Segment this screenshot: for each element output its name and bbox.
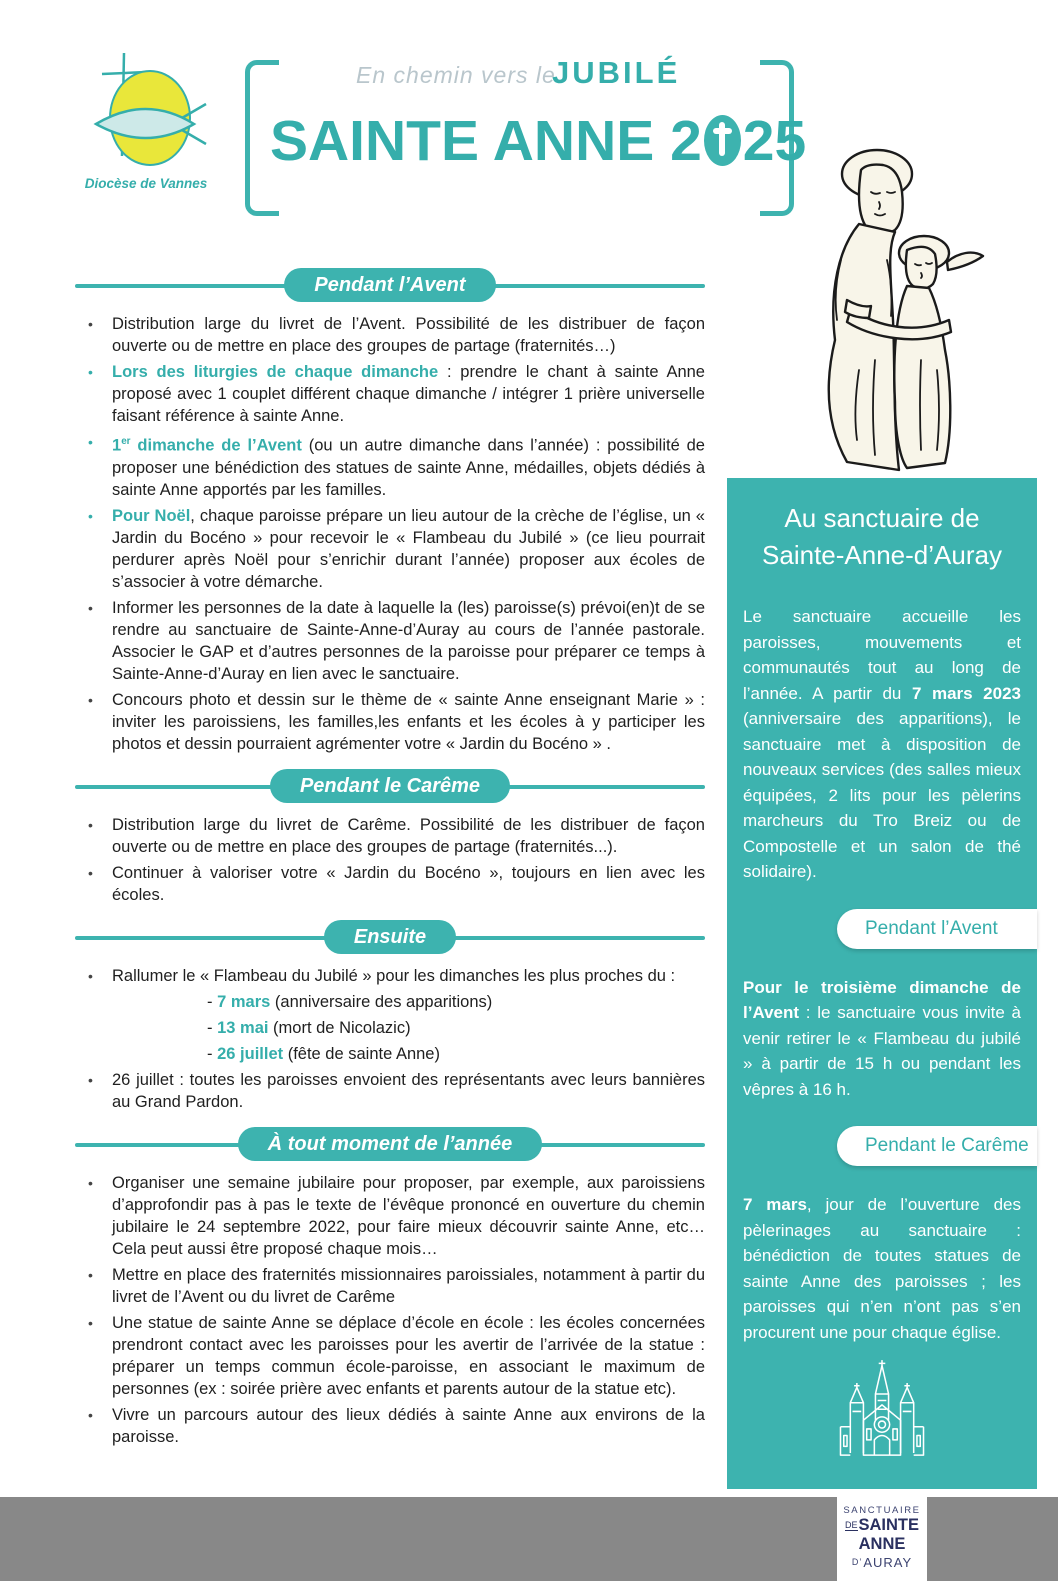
bullet-item [75, 689, 705, 755]
text-segment: Une statue de sainte Anne se déplace d’école en école : les écoles concernées prendront contact avec les paroisses pour les avertir de l’arrivée de la statue : préparer un temps commun école-paroisse, en associant le maximum de personnes (ex : soirée prière avec enfants et parents autour de la statue etc). [112, 1313, 705, 1398]
item-text [112, 991, 705, 1013]
bullet-marker: • [88, 1406, 93, 1423]
text-segment: 26 juillet [217, 1044, 284, 1063]
item-text [112, 1404, 705, 1448]
sidebar-section-pill: Pendant le Carême [837, 1126, 1037, 1166]
bullet-item [75, 1069, 705, 1113]
sainte-anne-statue-illustration [795, 140, 995, 475]
section-header [75, 769, 705, 805]
item-text [112, 862, 705, 906]
bullet-marker [75, 1043, 112, 1065]
sub-item [75, 991, 705, 1013]
item-text [112, 361, 705, 427]
title-right: 25 [742, 109, 807, 173]
bullet-item [75, 361, 705, 427]
text-segment: - [207, 992, 218, 1011]
item-text [112, 1172, 705, 1260]
text-segment: 26 juillet : toutes les paroisses envoient des représentants avec leurs bannières au Grand Pardon. [112, 1070, 705, 1111]
item-text [112, 965, 705, 987]
bullet-item [75, 965, 705, 987]
text-segment: , chaque paroisse prépare un lieu autour de la crèche de l’église, un « Jardin du Bocéno » pour recevoir le « Flambeau du Jubilé » (ce lieu pourrait perdurer après Noël pour s’enrichir durant l’année) proposer aux écoles de s’associer à votre démarche. [112, 506, 705, 591]
item-text [112, 1017, 705, 1039]
item-text [112, 689, 705, 755]
section-title-pill: Ensuite [324, 920, 456, 954]
diocese-caption: Diocèse de Vannes [84, 176, 208, 191]
sub-item [75, 1017, 705, 1039]
item-text [112, 1264, 705, 1308]
sidebar-heading: Au sanctuaire de Sainte-Anne-d’Auray [762, 503, 1002, 570]
content-section [75, 920, 705, 1113]
bullet-item [75, 1264, 705, 1308]
text-segment: (anniversaire des apparitions) [270, 992, 493, 1011]
bullet-item [75, 597, 705, 685]
jubilee-cross-icon [704, 115, 741, 166]
text-segment: - [207, 1018, 218, 1037]
bullet-item [75, 505, 705, 593]
bullet-marker [75, 1017, 112, 1039]
text-segment: 7 mars 2023 [911, 683, 1021, 703]
item-text [112, 313, 705, 357]
text-segment: Le sanctuaire accueille les paroisses, mouvements et communautés tout au long de l’année. A partir du [743, 607, 1021, 703]
sidebar-paragraph [743, 1192, 1021, 1345]
title-left: SAINTE ANNE 2 [270, 109, 702, 173]
text-segment: Mettre en place des fraternités missionnaires paroissiales, notamment à partir du livret de l’Avent ou du livret de Carême [112, 1265, 705, 1306]
text-segment: Rallumer le « Flambeau du Jubilé » pour les dimanches les plus proches du : [112, 966, 676, 985]
bullet-marker: • [88, 316, 93, 332]
bullet-item [75, 1312, 705, 1400]
text-segment: (fête de sainte Anne) [283, 1044, 440, 1063]
bullet-marker: • [88, 864, 93, 881]
bullet-item [75, 814, 705, 858]
text-segment: (mort de Nicolazic) [268, 1018, 411, 1037]
item-text [112, 431, 705, 501]
sanctuary-logo-line1: SANCTUAIRE [843, 1505, 921, 1516]
text-segment: , jour de l’ouverture des pèlerinages au sanctuaire : bénédiction de toutes statues de sainte Anne des paroisses ; les paroisses qui n’en n’ont pas s’en procurent une pour chaque église. [743, 1195, 1021, 1342]
text-segment: 13 mai [217, 1018, 269, 1037]
text-segment: Pour Noël [112, 506, 191, 525]
text-segment: Vivre un parcours autour des lieux dédiés à sainte Anne aux environs de la paroisse. [112, 1405, 705, 1446]
basilica-icon [827, 1359, 937, 1477]
item-text [112, 1312, 705, 1400]
bullet-marker: • [88, 816, 93, 833]
text-segment: : le sanctuaire vous invite à venir retirer le « Flambeau du jubilé » à partir de 15 h ou pendant les vêpres à 16 h. [743, 1003, 1021, 1099]
content-section [75, 268, 705, 755]
text-segment: (anniversaire des apparitions), le sanctuaire met à disposition de nouveaux services (des salles mieux équipées, 2 lits pour les pèlerins marcheurs du Tro Breiz ou de Compostelle et un salon de thé solidaire). [743, 709, 1021, 881]
text-segment: (ou un autre dimanche dans l’année) : possibilité de proposer une bénédiction des statues de sainte Anne, médailles, objets dédiés à sainte Anne apportés par les familles. [112, 436, 705, 499]
section-title-pill: À tout moment de l’année [238, 1127, 542, 1161]
text-segment: 1 [112, 436, 122, 455]
bullet-marker: • [88, 691, 93, 708]
sanctuary-logo-line4 [840, 1554, 924, 1571]
text-segment: dimanche de l’Avent [130, 436, 302, 455]
section-title-pill: Pendant le Carême [270, 769, 510, 803]
bullet-marker: • [88, 1266, 93, 1283]
item-text [112, 1069, 705, 1113]
logo-auray: AURAY [863, 1555, 913, 1570]
section-header [75, 268, 705, 304]
item-text [112, 814, 705, 858]
content-section [75, 769, 705, 906]
bullet-item [75, 431, 705, 501]
sidebar-paragraph [743, 975, 1021, 1103]
sub-item [75, 1043, 705, 1065]
text-segment: Informer les personnes de la date à laquelle la (les) paroisse(s) prévoi(en)t de se rendre au sanctuaire de Sainte-Anne-d’Auray au cours de l’année pastorale. Associer le GAP et d’autres personnes de la paroisse pour préparer ce temps à Sainte-Anne-d’Auray en lien avec le sanctuaire. [112, 598, 705, 683]
text-segment: Distribution large du livret de l’Avent. Possibilité de les distribuer de façon ouverte ou de mettre en place des groupes de partage (fraternités…) [112, 315, 705, 355]
bullet-marker: • [88, 1071, 93, 1088]
text-segment: 7 mars [743, 1195, 807, 1214]
text-segment: Continuer à valoriser votre « Jardin du Bocéno », toujours en lien avec les écoles. [112, 863, 705, 904]
bullet-marker: • [88, 507, 93, 524]
bullet-item [75, 862, 705, 906]
bullet-item [75, 313, 705, 357]
text-segment: 7 mars [217, 992, 271, 1011]
bullet-marker: • [88, 967, 93, 984]
section-header [75, 1127, 705, 1163]
bullet-marker: • [88, 1174, 93, 1191]
bullet-item [75, 1404, 705, 1448]
bullet-marker: • [88, 1314, 93, 1331]
sanctuary-sidebar [727, 478, 1037, 1570]
text-segment: Distribution large du livret de Carême. Possibilité de les distribuer de façon ouverte ou de mettre en place des groupes de partage (fraternités...). [112, 815, 705, 856]
logo-de: DE [844, 1520, 858, 1530]
jubile-title: JUBILÉ [552, 55, 681, 90]
bullet-marker: • [88, 364, 93, 380]
bullet-marker: • [88, 599, 93, 616]
section-header [75, 920, 705, 956]
sanctuary-logo-line2 [840, 1516, 924, 1535]
text-segment: er [121, 436, 131, 447]
sanctuary-logo-line3: ANNE [858, 1535, 906, 1553]
logo-sainte: SAINTE [858, 1516, 920, 1534]
text-segment: Organiser une semaine jubilaire pour proposer, par exemple, aux paroissiens d’approfondir pas à pas le texte de l’évêque prononcé en ouverture du chemin jubilaire le 24 septembre 2022, pour faire mieux découvrir sainte Anne, etc… Cela peut aussi être proposé chaque mois… [112, 1173, 705, 1258]
page-title [270, 108, 806, 174]
pre-title: En chemin vers le [356, 62, 556, 88]
sidebar-section-pill: Pendant l’Avent [837, 909, 1037, 949]
sidebar-content [743, 604, 1029, 1345]
logo-d: D’ [851, 1557, 863, 1567]
content-section [75, 1127, 705, 1448]
text-segment: - [207, 1044, 218, 1063]
section-title-pill: Pendant l’Avent [284, 268, 495, 302]
main-column [75, 268, 705, 1462]
sanctuary-logo [837, 1493, 927, 1581]
sidebar-intro-paragraph [743, 604, 1021, 885]
item-text [112, 597, 705, 685]
diocese-de-vannes-logo-icon [80, 48, 210, 178]
text-segment: Pour le troisième dimanche de l’Avent [743, 977, 1021, 1022]
bullet-marker [75, 991, 112, 1013]
text-segment: Lors des liturgies de chaque dimanche [112, 363, 439, 381]
text-segment: Concours photo et dessin sur le thème de « sainte Anne enseignant Marie » : inviter les paroissiens, les familles,les enfants et les écoles à y participer les photos et dessin pourraient agrémenter votre « Jardin du Bocéno » . [112, 690, 705, 753]
bullet-marker: • [88, 434, 93, 450]
bullet-item [75, 1172, 705, 1260]
item-text [112, 505, 705, 593]
text-segment: : prendre le chant à sainte Anne proposé avec 1 couplet différent chaque dimanche / intégrer 1 prière universelle faisant référence à sainte Anne. [112, 363, 705, 425]
item-text [112, 1043, 705, 1065]
